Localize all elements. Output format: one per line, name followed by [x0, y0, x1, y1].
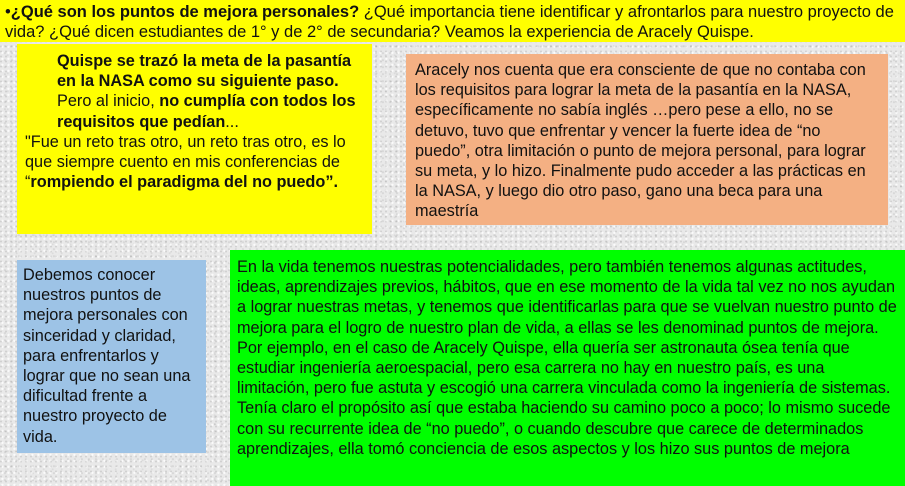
explanation-box	[230, 250, 905, 486]
bullet: •	[5, 3, 11, 21]
header-question-rest: ¿Qué importancia tiene identificar y afrontarlos para nuestro proyecto de vida? ¿Qué dicen estudiantes de 1° y de 2° de secundaria? Veamos la experiencia de Aracely Quispe.	[5, 3, 894, 41]
ellipsis: ...	[225, 112, 239, 131]
advice-box	[17, 260, 206, 453]
goal-statement: Quispe se trazó la meta de la pasantía en la NASA como su siguiente paso.	[57, 52, 352, 91]
story-text: Aracely nos cuenta que era consciente de que no contaba con los requisitos para lograr la meta de la pasantía en la NASA, específicamente no sabía inglés …pero pese a ello, no se detuvo, tuvo que enfrentar y vencer la fuerte idea de “no puedo”, otra limitación o punto de mejora personal, para lograr su meta, y lo hizo. Finalmente pudo acceder a las prácticas en la NASA, y luego dio otro paso, gano una beca para una maestría	[415, 61, 866, 221]
requirements-statement: no cumplía con todos los requisitos que pedían	[57, 92, 356, 131]
header-banner	[0, 0, 905, 42]
header-question: ¿Qué son los puntos de mejora personales?	[10, 3, 360, 21]
goal-connector: Pero al inicio,	[57, 92, 160, 111]
quote-box	[17, 44, 372, 234]
quote-box-intro	[25, 51, 366, 132]
explanation-text: En la vida tenemos nuestras potencialidades, pero también tenemos algunas actitudes, ideas, aprendizajes previos, hábitos, que en ese momento de la vida tal vez no nos ayudan a lograr nuestras metas, y tenemos que identificarlas para que se vuelvan nuestro punto de mejora para el logro de nuestro plan de vida, a ellas se les denominad puntos de mejora. Por ejemplo, en el caso de Aracely Quispe, ella quería ser astronauta ósea tenía que estudiar ingeniería aeroespacial, pero esa carrera no hay en nuestro país, es una limitación, pero fue astuta y escogió una carrera vinculada como la ingeniería de sistemas. Tenía claro el propósito así que estaba haciendo su camino poco a poco; lo mismo sucede con su recurrente idea de “no puedo”, o cuando descubre que carece de determinados aprendizajes, ella tomó conciencia de esos aspectos y los hizo sus puntos de mejora	[237, 258, 897, 458]
quote-text: "Fue un reto tras otro, un reto tras otro, es lo que siempre cuento en mis conferencias de “	[25, 132, 346, 192]
advice-text: Debemos conocer nuestros puntos de mejora personales con sinceridad y claridad, para enfrentarlos y lograr que no sean una dificultad frente a nuestro proyecto de vida.	[23, 266, 191, 446]
story-box	[406, 54, 888, 225]
quote-highlight: rompiendo el paradigma del no puedo”.	[30, 173, 338, 192]
